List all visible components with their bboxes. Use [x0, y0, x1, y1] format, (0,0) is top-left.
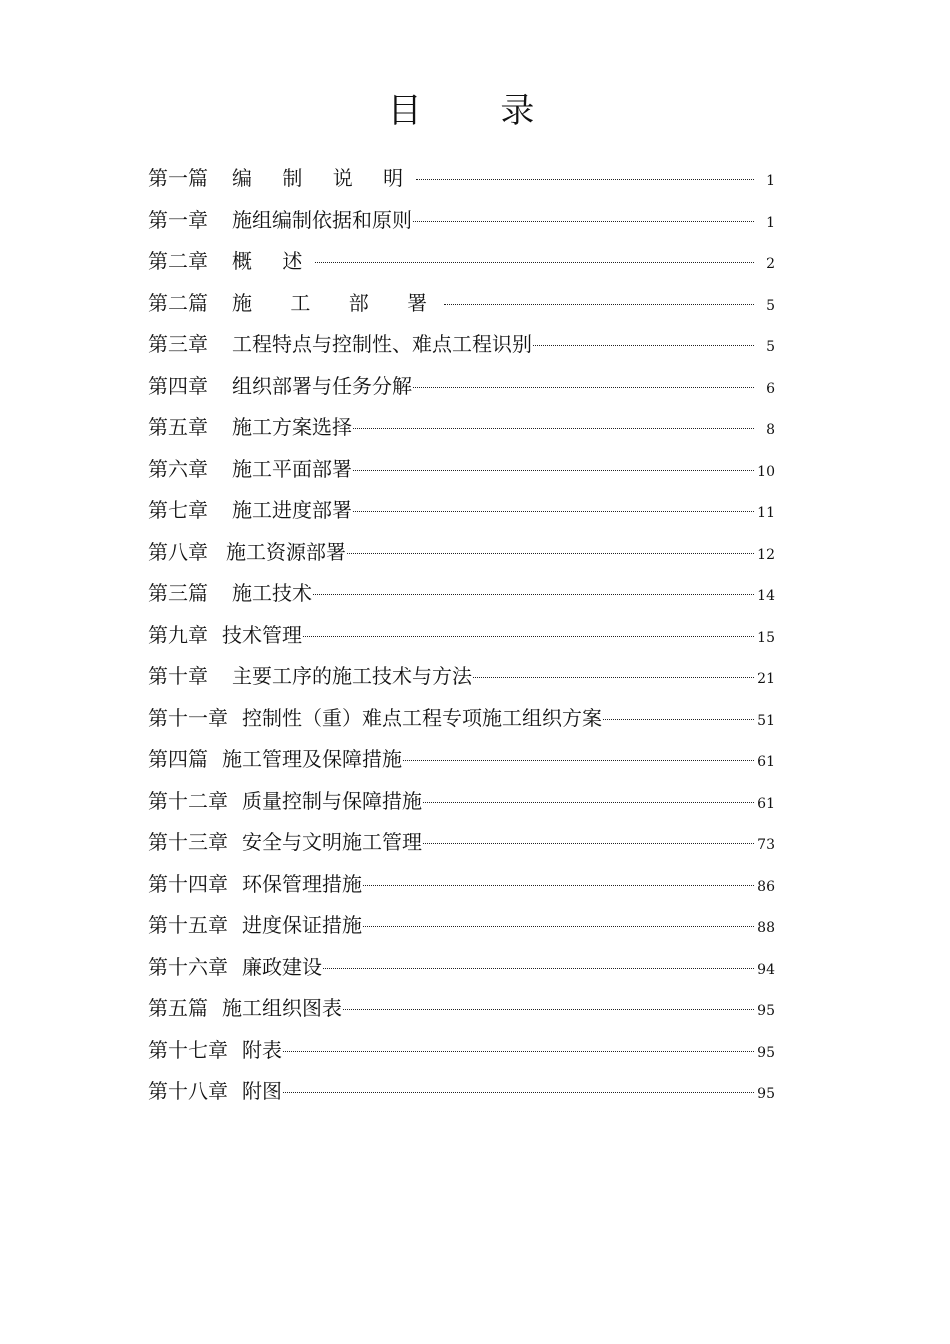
toc-entry[interactable] — [148, 407, 775, 449]
toc-entry-title: 施 工 部 署 — [232, 290, 444, 315]
toc-entry-page: 51 — [757, 712, 775, 729]
toc-entry[interactable] — [148, 1030, 775, 1072]
toc-entry[interactable] — [148, 739, 775, 781]
toc-entry[interactable] — [148, 988, 775, 1030]
dot-leader — [413, 387, 754, 388]
toc-entry-page: 11 — [757, 505, 775, 521]
toc-entry-title: 技术管理 — [222, 622, 302, 647]
dot-leader — [353, 428, 754, 429]
toc-entry[interactable] — [148, 864, 775, 906]
toc-entry-title: 组织部署与任务分解 — [232, 373, 412, 398]
dot-leader — [403, 760, 754, 761]
toc-entry[interactable] — [148, 241, 775, 283]
dot-leader — [353, 511, 754, 512]
page-title: 目 录 — [387, 91, 569, 131]
dot-leader — [363, 885, 754, 886]
toc-entry-page: 1 — [766, 173, 775, 189]
toc-entry-page: 2 — [766, 256, 775, 272]
toc-entry-page: 1 — [766, 214, 775, 231]
dot-leader — [283, 1051, 754, 1052]
dot-leader — [444, 304, 754, 305]
toc-entry[interactable] — [148, 490, 775, 532]
toc-entry-label: 第六章 — [148, 456, 208, 481]
toc-entry-label: 第五章 — [148, 415, 208, 439]
dot-leader — [283, 1092, 754, 1093]
toc-entry-page: 95 — [757, 1044, 775, 1061]
toc-entry-label: 第十二章 — [148, 788, 228, 813]
dot-leader — [533, 345, 754, 346]
toc-entry-title: 施工资源部署 — [226, 539, 346, 564]
toc-entry-title: 进度保证措施 — [242, 913, 362, 937]
toc-entry-page: 5 — [766, 297, 775, 314]
toc-entry-label: 第十一章 — [148, 705, 228, 730]
toc-entry-title: 控制性（重）难点工程专项施工组织方案 — [242, 705, 602, 730]
toc-entry-title: 环保管理措施 — [242, 871, 362, 896]
toc-entry-label: 第十八章 — [148, 1079, 228, 1103]
toc-entry-page: 12 — [757, 546, 775, 563]
dot-leader — [323, 968, 754, 969]
toc-entry[interactable] — [148, 822, 775, 864]
toc-entry-page: 61 — [757, 754, 775, 770]
toc-entry-page: 8 — [766, 422, 775, 438]
toc-entry-label: 第十章 — [148, 664, 208, 688]
dot-leader — [473, 677, 754, 678]
toc-entry-page: 10 — [757, 463, 775, 480]
toc-entry-label: 第十三章 — [148, 830, 228, 854]
dot-leader — [416, 179, 754, 180]
toc-entry-label: 第四章 — [148, 373, 208, 398]
toc-entry[interactable] — [148, 947, 775, 989]
toc-entry[interactable] — [148, 698, 775, 740]
toc-entry-title: 概 述 — [232, 249, 315, 273]
toc-entry-title: 施组编制依据和原则 — [232, 207, 412, 232]
dot-leader — [423, 802, 754, 803]
table-of-contents — [148, 158, 775, 1113]
toc-entry[interactable] — [148, 158, 775, 200]
toc-entry-page: 21 — [757, 671, 775, 687]
dot-leader — [313, 594, 754, 595]
toc-entry-label: 第五篇 — [148, 996, 208, 1020]
dot-leader — [343, 1009, 754, 1010]
toc-entry-title: 主要工序的施工技术与方法 — [232, 664, 472, 688]
dot-leader — [413, 221, 754, 222]
toc-entry-title: 廉政建设 — [242, 954, 322, 979]
toc-entry-page: 73 — [757, 837, 775, 853]
toc-entry-title: 编 制 说 明 — [232, 166, 416, 190]
toc-entry-label: 第二篇 — [148, 290, 208, 315]
toc-entry[interactable] — [148, 366, 775, 408]
toc-entry-page: 94 — [757, 961, 775, 978]
toc-entry-label: 第二章 — [148, 249, 208, 273]
toc-entry-label: 第三章 — [148, 332, 208, 356]
toc-entry-page: 95 — [757, 1086, 775, 1102]
dot-leader — [315, 262, 754, 263]
toc-entry-label: 第七章 — [148, 498, 208, 522]
dot-leader — [347, 553, 754, 554]
dot-leader — [603, 719, 754, 720]
toc-entry-title: 附图 — [242, 1079, 282, 1103]
dot-leader — [353, 470, 754, 471]
toc-entry-page: 95 — [757, 1003, 775, 1019]
toc-entry-label: 第十六章 — [148, 954, 228, 979]
toc-entry-title: 工程特点与控制性、难点工程识别 — [232, 332, 532, 356]
toc-entry[interactable] — [148, 615, 775, 657]
toc-entry[interactable] — [148, 573, 775, 615]
toc-entry[interactable] — [148, 781, 775, 823]
toc-entry-label: 第十七章 — [148, 1037, 228, 1062]
toc-entry-title: 安全与文明施工管理 — [242, 830, 422, 854]
toc-entry[interactable] — [148, 200, 775, 242]
toc-entry-page: 15 — [757, 629, 775, 646]
toc-entry-title: 施工组织图表 — [222, 996, 342, 1020]
toc-entry[interactable] — [148, 449, 775, 491]
toc-entry-label: 第八章 — [148, 539, 208, 564]
dot-leader — [363, 926, 754, 927]
toc-entry-page: 5 — [766, 339, 775, 355]
toc-entry-title: 施工管理及保障措施 — [222, 747, 402, 771]
toc-entry[interactable] — [148, 283, 775, 325]
toc-entry-label: 第九章 — [148, 622, 208, 647]
toc-entry-page: 14 — [757, 588, 775, 604]
toc-entry-page: 61 — [757, 795, 775, 812]
toc-entry-title: 施工方案选择 — [232, 415, 352, 439]
toc-entry-title: 施工进度部署 — [232, 498, 352, 522]
toc-entry-label: 第一章 — [148, 207, 208, 232]
toc-entry[interactable] — [148, 656, 775, 698]
toc-entry-label: 第三篇 — [148, 581, 208, 605]
toc-entry[interactable] — [148, 532, 775, 574]
toc-entry-title: 施工平面部署 — [232, 456, 352, 481]
toc-entry-title: 质量控制与保障措施 — [242, 788, 422, 813]
toc-entry[interactable] — [148, 324, 775, 366]
toc-entry-page: 6 — [766, 380, 775, 397]
dot-leader — [423, 843, 754, 844]
toc-entry-title: 施工技术 — [232, 581, 312, 605]
toc-entry-page: 88 — [757, 920, 775, 936]
toc-entry-title: 附表 — [242, 1037, 282, 1062]
toc-entry[interactable] — [148, 905, 775, 947]
dot-leader — [303, 636, 754, 637]
toc-entry-label: 第四篇 — [148, 747, 208, 771]
toc-entry[interactable] — [148, 1071, 775, 1113]
toc-entry-label: 第一篇 — [148, 166, 208, 190]
toc-entry-page: 86 — [757, 878, 775, 895]
toc-entry-label: 第十四章 — [148, 871, 228, 896]
toc-entry-label: 第十五章 — [148, 913, 228, 937]
